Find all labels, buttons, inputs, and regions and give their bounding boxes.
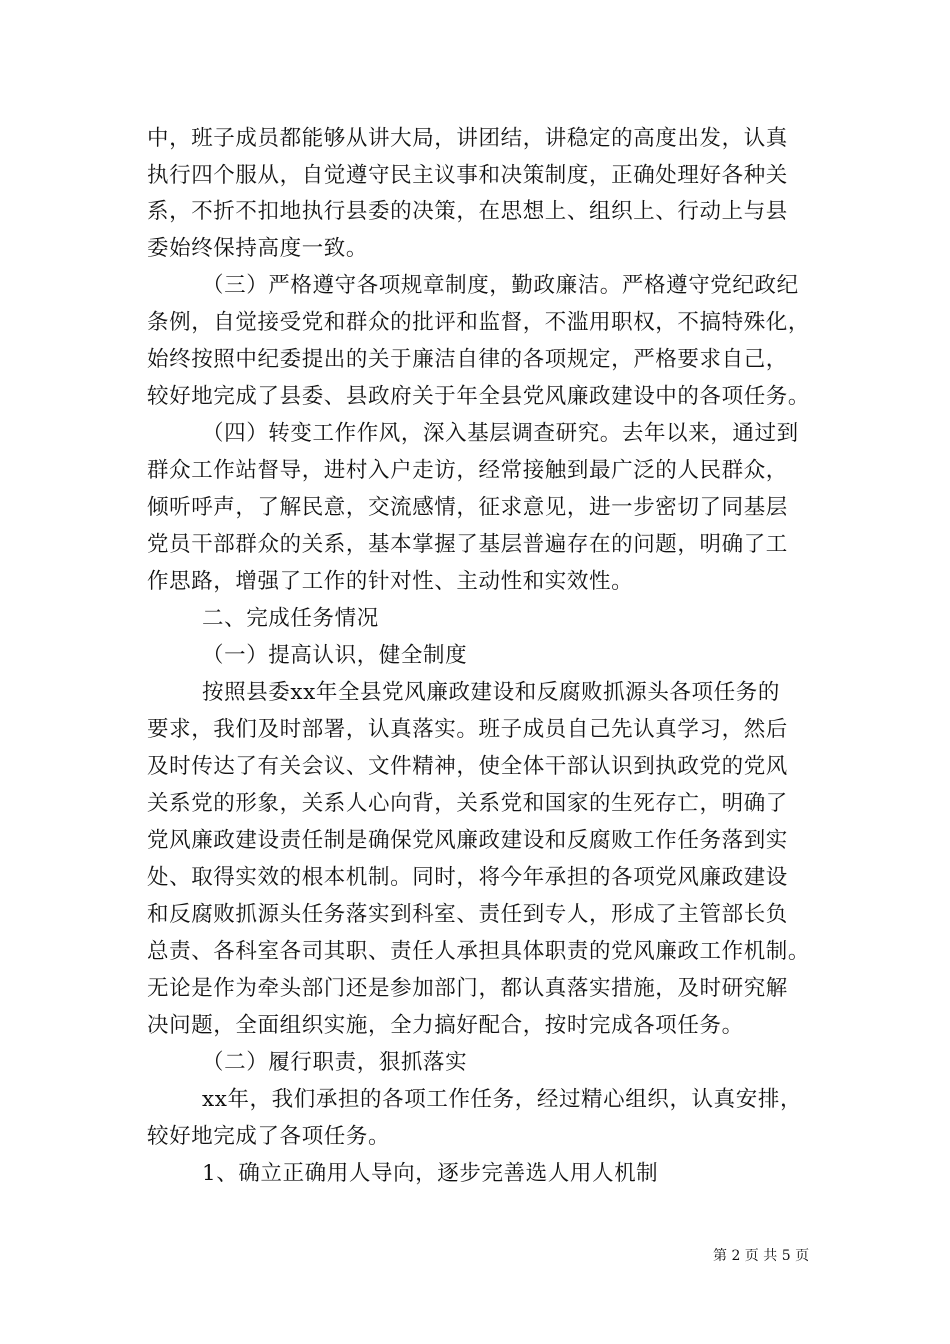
subsection-heading-2: （二）履行职责，狠抓落实 (202, 1050, 468, 1075)
section-title-2: 二、完成任务情况 (202, 606, 379, 631)
text-line: 较好地完成了县委、县政府关于年全县党风廉政建设中的各项任务。 (147, 384, 811, 409)
subsection-heading-1: （一）提高认识，健全制度 (202, 643, 468, 668)
text-line: 系，不折不扣地执行县委的决策，在思想上、组织上、行动上与县 (147, 199, 788, 224)
text-line: 及时传达了有关会议、文件精神，使全体干部认识到执政党的党风 (147, 754, 788, 779)
text-line: 总责、各科室各司其职、责任人承担具体职责的党风廉政工作机制。 (147, 939, 811, 964)
text-line: 条例，自觉接受党和群众的批评和监督，不滥用职权，不搞特殊化， (147, 310, 811, 335)
text-line: 按照县委xx年全县党风廉政建设和反腐败抓源头各项任务的 (202, 680, 780, 705)
section-heading-3: （三）严格遵守各项规章制度，勤政廉洁。严格遵守党纪政纪 (202, 273, 799, 298)
text-line: 党风廉政建设责任制是确保党风廉政建设和反腐败工作任务落到实 (147, 828, 788, 853)
text-line: 中，班子成员都能够从讲大局，讲团结，讲稳定的高度出发，认真 (147, 126, 788, 151)
item-heading-1: 1、确立正确用人导向，逐步完善选人用人机制 (202, 1161, 659, 1186)
text-line: 群众工作站督导，进村入户走访，经常接触到最广泛的人民群众， (147, 458, 788, 483)
text-line: xx年，我们承担的各项工作任务，经过精心组织，认真安排， (202, 1087, 803, 1112)
text-line: 要求，我们及时部署，认真落实。班子成员自己先认真学习，然后 (147, 717, 788, 742)
text-line: 无论是作为牵头部门还是参加部门，都认真落实措施，及时研究解 (147, 976, 788, 1001)
text-line: 和反腐败抓源头任务落实到科室、责任到专人，形成了主管部长负 (147, 902, 788, 927)
text-line: 较好地完成了各项任务。 (147, 1124, 391, 1149)
text-line: 倾听呼声，了解民意，交流感情，征求意见，进一步密切了同基层 (147, 495, 788, 520)
text-line: 党员干部群众的关系，基本掌握了基层普遍存在的问题，明确了工 (147, 532, 788, 557)
text-line: 处、取得实效的根本机制。同时，将今年承担的各项党风廉政建设 (147, 865, 788, 890)
section-heading-4: （四）转变工作作风，深入基层调查研究。去年以来，通过到 (202, 421, 799, 446)
text-line: 委始终保持高度一致。 (147, 236, 369, 261)
text-line: 始终按照中纪委提出的关于廉洁自律的各项规定，严格要求自己， (147, 347, 788, 372)
text-line: 作思路，增强了工作的针对性、主动性和实效性。 (147, 569, 634, 594)
text-line: 关系党的形象，关系人心向背，关系党和国家的生死存亡，明确了 (147, 791, 788, 816)
page-number: 第 2 页 共 5 页 (713, 1248, 810, 1264)
text-line: 执行四个服从，自觉遵守民主议事和决策制度，正确处理好各种关 (147, 163, 788, 188)
text-line: 决问题，全面组织实施，全力搞好配合，按时完成各项任务。 (147, 1013, 744, 1038)
